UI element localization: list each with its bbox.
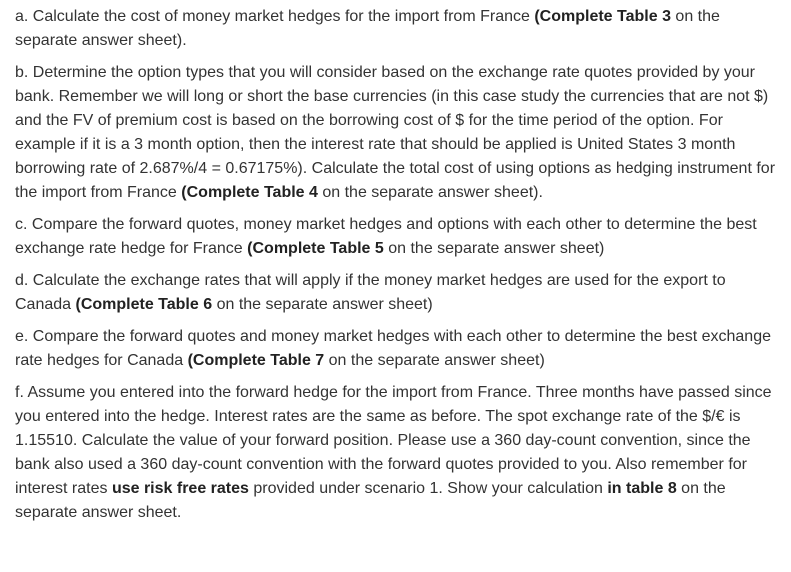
paragraph-b-bold-1: (Complete Table 4 — [181, 184, 318, 201]
paragraph-a-bold-1: (Complete Table 3 — [534, 8, 671, 25]
paragraph-b-text-1: b. Determine the option types that you will consider based on the exchange rate quotes provided by your bank. Remember we will long or short the base currencies (in this case study the currencies that are not $) and the FV of premium cost is based on the borrowing cost of $ for the time period of the option. For example if it is a 3 month option, then the interest rate that should be applied is United States 3 month borrowing rate of 2.687%/4 = 0.67175%). Calculate the total cost of using options as hedging instrument for the import from France — [15, 64, 776, 201]
paragraph-e — [15, 325, 781, 373]
paragraph-c-text-2: on the separate answer sheet) — [383, 240, 605, 257]
paragraph-e-text-1: e. Compare the forward quotes and money market hedges with each other to determine the best exchange rate hedges for Canada — [15, 328, 771, 369]
paragraph-f-text-3: on the separate answer sheet. — [15, 480, 726, 521]
paragraph-d-bold-1: (Complete Table 6 — [75, 296, 213, 313]
paragraph-d-text-1: d. Calculate the exchange rates that will apply if the money market hedges are used for the export to Canada — [15, 272, 726, 313]
paragraph-c-bold-1: (Complete Table 5 — [247, 240, 384, 257]
paragraph-a-text-2: on the separate answer sheet). — [15, 8, 720, 49]
paragraph-f-bold-2: in table 8 — [607, 480, 677, 497]
paragraph-d — [15, 269, 781, 317]
paragraph-c — [15, 213, 781, 261]
paragraph-a-text-1: a. Calculate the cost of money market hedges for the import from France — [15, 8, 535, 25]
paragraph-f-bold-1: use risk free rates — [111, 480, 249, 497]
paragraph-a — [15, 5, 781, 53]
paragraph-f — [15, 381, 781, 525]
paragraph-f-text-1: f. Assume you entered into the forward hedge for the import from France. Three months have passed since you entered into the hedge. Interest rates are the same as before. The spot exchange rate of the $/€ is 1.15510. Calculate the value of your forward position. Please use a 360 day-count convention, since the bank also used a 360 day-count convention with the forward quotes provided to you. Also remember for interest rates — [15, 384, 772, 497]
paragraph-f-text-2: provided under scenario 1. Show your calculation — [248, 480, 608, 497]
paragraph-e-bold-1: (Complete Table 7 — [187, 352, 325, 369]
paragraph-c-text-1: c. Compare the forward quotes, money market hedges and options with each other to determine the best exchange rate hedge for France — [15, 216, 757, 257]
paragraph-e-text-2: on the separate answer sheet) — [324, 352, 545, 369]
paragraph-b — [15, 61, 781, 205]
paragraph-d-text-2: on the separate answer sheet) — [212, 296, 433, 313]
paragraph-b-text-2: on the separate answer sheet). — [317, 184, 543, 201]
